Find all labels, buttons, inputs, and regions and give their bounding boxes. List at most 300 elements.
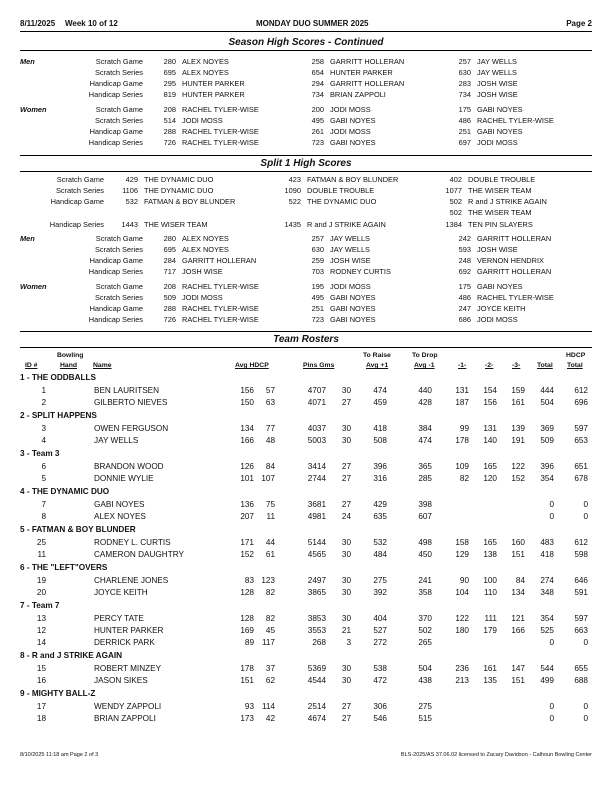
to-drop: 428 xyxy=(418,398,432,407)
to-raise: 546 xyxy=(373,714,387,723)
score-n1: ALEX NOYES xyxy=(182,234,229,243)
score-n3: GABI NOYES xyxy=(477,282,523,291)
hdcp-total: 653 xyxy=(574,436,588,445)
score-n3: GABI NOYES xyxy=(477,127,523,136)
player-avg: 101 xyxy=(240,474,254,483)
game-3: 122 xyxy=(511,462,525,471)
player-games: 30 xyxy=(341,436,351,445)
to-drop: 358 xyxy=(418,588,432,597)
roster-rule xyxy=(20,347,592,348)
to-raise: 527 xyxy=(373,626,387,635)
score-v3: 686 xyxy=(458,315,471,324)
team-score-cell: Scratch Game xyxy=(56,175,104,184)
to-raise: 404 xyxy=(373,614,387,623)
score-v2: 703 xyxy=(311,267,324,276)
game-2: 140 xyxy=(483,436,497,445)
split-score-row xyxy=(0,303,612,314)
player-id: 13 xyxy=(36,614,46,623)
score-v1: 726 xyxy=(163,315,176,324)
player-name: CAMERON DAUGHTRY xyxy=(94,550,184,559)
team-score-cell: FATMAN & BOY BLUNDER xyxy=(144,197,236,206)
score-v1: 288 xyxy=(163,304,176,313)
score-n2: JODI MOSS xyxy=(330,282,371,291)
player-games: 27 xyxy=(341,702,351,711)
game-3: 134 xyxy=(511,588,525,597)
table-row xyxy=(0,472,612,486)
scratch-total: 348 xyxy=(540,588,554,597)
league-title: MONDAY DUO SUMMER 2025 xyxy=(256,19,369,28)
team-score-cell: FATMAN & BOY BLUNDER xyxy=(307,175,399,184)
to-drop: 502 xyxy=(418,626,432,635)
season-score-row xyxy=(0,126,612,137)
score-v3: 251 xyxy=(458,127,471,136)
scratch-total: 0 xyxy=(549,512,554,521)
table-row xyxy=(0,712,612,726)
score-label: Handicap Series xyxy=(88,90,143,99)
scratch-total: 369 xyxy=(540,424,554,433)
col-game-1: -1- xyxy=(458,362,467,369)
game-1: 90 xyxy=(459,576,469,585)
player-name: BRIAN ZAPPOLI xyxy=(94,714,156,723)
team-name: 5 - FATMAN & BOY BLUNDER xyxy=(20,525,136,534)
to-drop: 515 xyxy=(418,714,432,723)
score-v3: 175 xyxy=(458,105,471,114)
player-id: 16 xyxy=(36,676,46,685)
player-pins: 4707 xyxy=(307,386,326,395)
player-pins: 4565 xyxy=(307,550,326,559)
player-hdcp: 48 xyxy=(265,436,275,445)
to-raise: 459 xyxy=(373,398,387,407)
player-games: 30 xyxy=(341,664,351,673)
season-score-row xyxy=(0,56,612,67)
split-team-row xyxy=(0,196,612,207)
game-2: 161 xyxy=(483,664,497,673)
game-3: 160 xyxy=(511,538,525,547)
player-games: 21 xyxy=(341,626,351,635)
to-raise: 429 xyxy=(373,500,387,509)
hdcp-total: 0 xyxy=(583,702,588,711)
player-pins: 3865 xyxy=(307,588,326,597)
group-label-text: Men xyxy=(20,234,35,243)
player-pins: 5144 xyxy=(307,538,326,547)
player-pins: 3414 xyxy=(307,462,326,471)
team-score-cell: 502 xyxy=(449,208,462,217)
player-games: 3 xyxy=(346,638,351,647)
score-label: Scratch Game xyxy=(95,57,143,66)
scratch-total: 274 xyxy=(540,576,554,585)
player-games: 30 xyxy=(341,424,351,433)
player-games: 30 xyxy=(341,550,351,559)
player-id: 25 xyxy=(36,538,46,547)
player-pins: 3681 xyxy=(307,500,326,509)
player-name: PERCY TATE xyxy=(94,614,144,623)
table-row xyxy=(0,396,612,410)
score-v3: 175 xyxy=(458,282,471,291)
team-score-cell: THE WISER TEAM xyxy=(144,220,208,229)
to-raise: 635 xyxy=(373,512,387,521)
player-avg: 156 xyxy=(240,386,254,395)
score-n1: ALEX NOYES xyxy=(182,68,229,77)
score-label: Scratch Series xyxy=(94,245,143,254)
player-id: 17 xyxy=(36,702,46,711)
col-bowling: Bowling xyxy=(57,352,84,359)
score-label: Handicap Game xyxy=(89,304,143,313)
score-v3: 593 xyxy=(458,245,471,254)
col-game-3: -3- xyxy=(512,362,521,369)
to-raise: 306 xyxy=(373,702,387,711)
team-score-cell: THE WISER TEAM xyxy=(468,208,532,217)
player-avg: 126 xyxy=(240,462,254,471)
game-1: 213 xyxy=(455,676,469,685)
player-name: ALEX NOYES xyxy=(94,512,146,521)
to-drop: 241 xyxy=(418,576,432,585)
player-avg: 136 xyxy=(240,500,254,509)
player-pins: 4981 xyxy=(307,512,326,521)
player-pins: 2497 xyxy=(307,576,326,585)
col-hdcp: HDCP xyxy=(566,352,586,359)
score-v1: 208 xyxy=(163,282,176,291)
score-n3: JOSH WISE xyxy=(477,90,518,99)
scratch-total: 509 xyxy=(540,436,554,445)
table-row xyxy=(0,510,612,524)
team-score-cell: R and J STRIKE AGAIN xyxy=(307,220,386,229)
group-label-text: Women xyxy=(20,282,47,291)
col-avg-hdcp: Avg HDCP xyxy=(235,362,269,369)
game-1: 129 xyxy=(455,550,469,559)
game-1: 109 xyxy=(455,462,469,471)
player-avg: 128 xyxy=(240,614,254,623)
player-hdcp: 107 xyxy=(261,474,275,483)
player-games: 30 xyxy=(341,588,351,597)
footer-printed: 8/10/2025 11:18 am Page 2 of 3 xyxy=(20,752,99,758)
player-id: 5 xyxy=(41,474,46,483)
score-label: Scratch Series xyxy=(94,293,143,302)
hdcp-total: 597 xyxy=(574,424,588,433)
score-v2: 257 xyxy=(311,234,324,243)
score-v1: 284 xyxy=(163,256,176,265)
team-score-cell: 1106 xyxy=(122,186,138,195)
score-v2: 495 xyxy=(311,293,324,302)
score-n3: RACHEL TYLER-WISE xyxy=(477,116,554,125)
team-score-cell: TEN PIN SLAYERS xyxy=(468,220,533,229)
hdcp-total: 0 xyxy=(583,500,588,509)
player-name: RODNEY L. CURTIS xyxy=(94,538,171,547)
player-id: 19 xyxy=(36,576,46,585)
player-pins: 2744 xyxy=(307,474,326,483)
player-name: JASON SIKES xyxy=(94,676,148,685)
scratch-total: 525 xyxy=(540,626,554,635)
game-3: 151 xyxy=(511,550,525,559)
header-rule xyxy=(20,31,592,32)
score-v2: 294 xyxy=(311,79,324,88)
score-v1: 514 xyxy=(163,116,176,125)
col-pins-gms: Pins Gms xyxy=(303,362,335,369)
game-3: 84 xyxy=(515,576,525,585)
score-n2: JAY WELLS xyxy=(330,234,370,243)
split-score-row xyxy=(0,292,612,303)
team-name: 1 - THE ODDBALLS xyxy=(20,373,96,382)
player-games: 27 xyxy=(341,398,351,407)
score-n2: HUNTER PARKER xyxy=(330,68,393,77)
to-raise: 272 xyxy=(373,638,387,647)
player-hdcp: 62 xyxy=(265,676,275,685)
player-pins: 268 xyxy=(312,638,326,647)
hdcp-total: 597 xyxy=(574,614,588,623)
to-drop: 275 xyxy=(418,702,432,711)
player-games: 27 xyxy=(341,500,351,509)
hdcp-total: 678 xyxy=(574,474,588,483)
player-name: BRANDON WOOD xyxy=(94,462,164,471)
to-drop: 450 xyxy=(418,550,432,559)
score-n1: HUNTER PARKER xyxy=(182,79,245,88)
game-2: 100 xyxy=(483,576,497,585)
player-id: 11 xyxy=(37,550,46,559)
score-n3: RACHEL TYLER-WISE xyxy=(477,293,554,302)
player-pins: 2514 xyxy=(307,702,326,711)
to-drop: 285 xyxy=(418,474,432,483)
player-avg: 166 xyxy=(240,436,254,445)
player-games: 24 xyxy=(341,512,351,521)
player-name: GABI NOYES xyxy=(94,500,145,509)
player-games: 27 xyxy=(341,714,351,723)
player-games: 30 xyxy=(341,576,351,585)
score-n2: RODNEY CURTIS xyxy=(330,267,391,276)
table-row xyxy=(0,674,612,688)
to-raise: 484 xyxy=(373,550,387,559)
player-hdcp: 82 xyxy=(265,588,275,597)
scratch-total: 0 xyxy=(549,500,554,509)
team-score-cell: THE DYNAMIC DUO xyxy=(144,175,214,184)
score-n2: JAY WELLS xyxy=(330,245,370,254)
score-n2: GARRITT HOLLERAN xyxy=(330,79,405,88)
score-v1: 295 xyxy=(163,79,176,88)
player-name: DERRICK PARK xyxy=(94,638,155,647)
to-raise: 532 xyxy=(373,538,387,547)
game-1: 82 xyxy=(459,474,469,483)
score-n1: RACHEL TYLER-WISE xyxy=(182,127,259,136)
season-score-row xyxy=(0,137,612,148)
score-v2: 630 xyxy=(311,245,324,254)
player-avg: 134 xyxy=(240,424,254,433)
player-hdcp: 117 xyxy=(261,638,275,647)
player-name: JAY WELLS xyxy=(94,436,139,445)
to-raise: 396 xyxy=(373,462,387,471)
score-v2: 723 xyxy=(311,138,324,147)
score-label: Scratch Game xyxy=(95,282,143,291)
player-name: JOYCE KEITH xyxy=(94,588,148,597)
score-v3: 734 xyxy=(458,90,471,99)
col-total: Total xyxy=(537,362,553,369)
score-n3: GARRITT HOLLERAN xyxy=(477,267,552,276)
col-game-2: -2- xyxy=(485,362,494,369)
score-n2: JOSH WISE xyxy=(330,256,371,265)
player-hdcp: 114 xyxy=(261,702,275,711)
player-avg: 173 xyxy=(240,714,254,723)
player-id: 7 xyxy=(41,500,46,509)
team-score-cell: 532 xyxy=(125,197,138,206)
group-label-text: Men xyxy=(20,57,35,66)
hdcp-total: 0 xyxy=(583,512,588,521)
score-n1: ALEX NOYES xyxy=(182,57,229,66)
player-name: OWEN FERGUSON xyxy=(94,424,169,433)
player-pins: 4037 xyxy=(307,424,326,433)
player-hdcp: 82 xyxy=(265,614,275,623)
team-name: 9 - MIGHTY BALL-Z xyxy=(20,689,96,698)
score-n1: RACHEL TYLER-WISE xyxy=(182,315,259,324)
score-label: Scratch Series xyxy=(94,68,143,77)
scratch-total: 499 xyxy=(540,676,554,685)
to-raise: 508 xyxy=(373,436,387,445)
to-raise: 392 xyxy=(373,588,387,597)
score-n2: GABI NOYES xyxy=(330,116,376,125)
player-hdcp: 63 xyxy=(265,398,275,407)
col-name: Name xyxy=(93,362,112,369)
scratch-total: 354 xyxy=(540,614,554,623)
team-score-cell: 502 xyxy=(449,197,462,206)
game-1: 99 xyxy=(459,424,469,433)
score-v2: 251 xyxy=(311,304,324,313)
score-v1: 695 xyxy=(163,245,176,254)
score-v3: 630 xyxy=(458,68,471,77)
score-v2: 195 xyxy=(311,282,324,291)
footer-license: BLS-2025/AS 37.06.02 licensed to Zacary Davidson - Calhoun Bowling Center xyxy=(400,752,592,758)
team-name: 8 - R and J STRIKE AGAIN xyxy=(20,651,123,660)
to-drop: 440 xyxy=(418,386,432,395)
score-v3: 257 xyxy=(458,57,471,66)
col-to-raise: To Raise xyxy=(363,352,391,359)
player-avg: 93 xyxy=(244,702,254,711)
col-hdcp-total: Total xyxy=(567,362,583,369)
player-hdcp: 84 xyxy=(265,462,275,471)
player-name: CHARLENE JONES xyxy=(94,576,169,585)
player-hdcp: 37 xyxy=(265,664,275,673)
split-top-rule xyxy=(20,155,592,156)
score-label: Handicap Series xyxy=(88,138,143,147)
split-title: Split 1 High Scores xyxy=(260,158,352,169)
score-v1: 288 xyxy=(163,127,176,136)
score-n1: RACHEL TYLER-WISE xyxy=(182,105,259,114)
game-3: 191 xyxy=(511,436,525,445)
player-games: 30 xyxy=(341,386,351,395)
split-rule xyxy=(20,171,592,172)
game-1: 178 xyxy=(455,436,469,445)
team-name: 3 - Team 3 xyxy=(20,449,60,458)
col-id: ID # xyxy=(25,362,38,369)
player-pins: 5369 xyxy=(307,664,326,673)
player-games: 30 xyxy=(341,676,351,685)
score-label: Scratch Series xyxy=(94,116,143,125)
player-id: 14 xyxy=(36,638,46,647)
to-raise: 538 xyxy=(373,664,387,673)
table-row xyxy=(0,636,612,650)
season-rule xyxy=(20,50,592,51)
score-v1: 726 xyxy=(163,138,176,147)
hdcp-total: 688 xyxy=(574,676,588,685)
player-pins: 4071 xyxy=(307,398,326,407)
table-row xyxy=(0,434,612,448)
season-score-row xyxy=(0,78,612,89)
score-v3: 242 xyxy=(458,234,471,243)
player-hdcp: 42 xyxy=(265,714,275,723)
to-drop: 438 xyxy=(418,676,432,685)
player-avg: 207 xyxy=(240,512,254,521)
team-score-cell: THE DYNAMIC DUO xyxy=(307,197,377,206)
game-2: 131 xyxy=(483,424,497,433)
scratch-total: 0 xyxy=(549,638,554,647)
game-3: 151 xyxy=(511,676,525,685)
scratch-total: 544 xyxy=(540,664,554,673)
scratch-total: 504 xyxy=(540,398,554,407)
report-date: 8/11/2025 xyxy=(20,19,56,28)
to-raise: 275 xyxy=(373,576,387,585)
score-n3: JAY WELLS xyxy=(477,68,517,77)
team-score-cell: DOUBLE TROUBLE xyxy=(468,175,536,184)
score-v1: 280 xyxy=(163,234,176,243)
game-2: 138 xyxy=(483,550,497,559)
team-score-cell: 1384 xyxy=(445,220,462,229)
season-score-row xyxy=(0,115,612,126)
game-3: 161 xyxy=(511,398,525,407)
col-hand: Hand xyxy=(60,362,77,369)
col-avg-plus: Avg +1 xyxy=(366,362,389,369)
hdcp-total: 663 xyxy=(574,626,588,635)
week-label: Week 10 of 12 xyxy=(65,19,118,28)
to-drop: 365 xyxy=(418,462,432,471)
split-score-row xyxy=(0,233,612,244)
score-n2: BRIAN ZAPPOLI xyxy=(330,90,386,99)
player-id: 15 xyxy=(36,664,46,673)
player-id: 6 xyxy=(41,462,46,471)
hdcp-total: 696 xyxy=(574,398,588,407)
player-name: BEN LAURITSEN xyxy=(94,386,160,395)
score-n2: JODI MOSS xyxy=(330,105,371,114)
player-avg: 169 xyxy=(240,626,254,635)
score-v2: 495 xyxy=(311,116,324,125)
split-score-row xyxy=(0,255,612,266)
split-team-row xyxy=(0,207,612,218)
score-n3: JOSH WISE xyxy=(477,79,518,88)
page-number: Page 2 xyxy=(566,19,592,28)
team-score-cell: DOUBLE TROUBLE xyxy=(307,186,375,195)
player-avg: 171 xyxy=(240,538,254,547)
score-v3: 248 xyxy=(458,256,471,265)
split-score-row xyxy=(0,281,612,292)
player-name: WENDY ZAPPOLI xyxy=(94,702,162,711)
to-drop: 265 xyxy=(418,638,432,647)
score-n2: GABI NOYES xyxy=(330,315,376,324)
player-pins: 3553 xyxy=(307,626,326,635)
split-score-row xyxy=(0,244,612,255)
scratch-total: 418 xyxy=(540,550,554,559)
player-avg: 178 xyxy=(240,664,254,673)
team-score-cell: 522 xyxy=(288,197,301,206)
game-2: 111 xyxy=(484,614,497,623)
team-score-cell: Handicap Series xyxy=(49,220,104,229)
player-avg: 152 xyxy=(240,550,254,559)
split-team-row xyxy=(0,219,612,230)
score-n3: JOYCE KEITH xyxy=(477,304,526,313)
score-n1: RACHEL TYLER-WISE xyxy=(182,138,259,147)
game-1: 104 xyxy=(455,588,469,597)
player-name: GILBERTO NIEVES xyxy=(94,398,168,407)
scratch-total: 396 xyxy=(540,462,554,471)
player-name: DONNIE WYLIE xyxy=(94,474,154,483)
score-n1: JODI MOSS xyxy=(182,293,223,302)
to-drop: 498 xyxy=(418,538,432,547)
score-n3: GABI NOYES xyxy=(477,105,523,114)
score-v2: 734 xyxy=(311,90,324,99)
to-drop: 607 xyxy=(418,512,432,521)
